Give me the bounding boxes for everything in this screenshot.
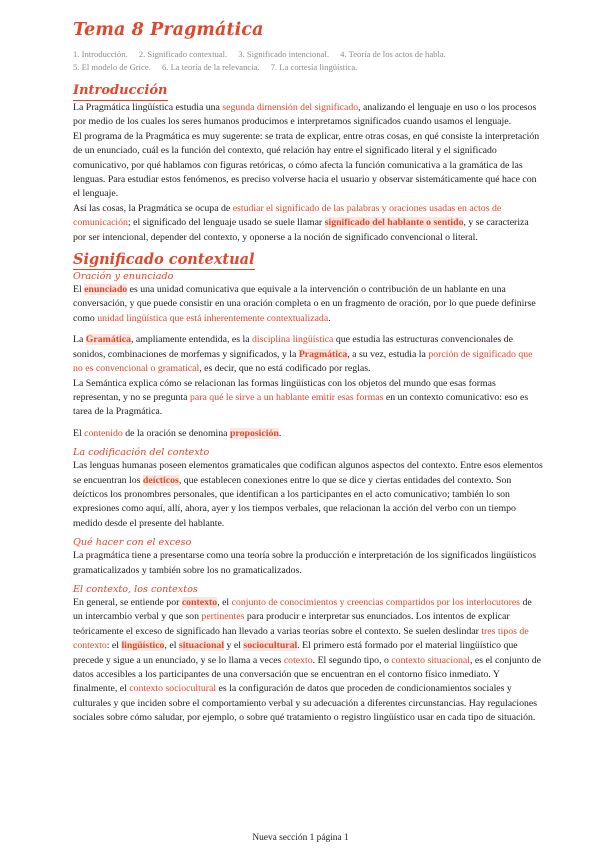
highlight-proposicion: proposición [229,427,279,439]
highlight-deicticos: deícticos [142,474,179,486]
paragraph-semantica: La Semántica explica cómo se relacionan las formas lingüísticas con los objetos del mundo que esas formas representan, y no se pregunta para qué le sirve a un hablante emitir esas formas en un contexto comunicativo: eso es tarea de la Pragmática. [73,377,529,418]
highlight-enunciado: enunciado [84,284,128,296]
intro-paragraph-2: El programa de la Pragmática es muy sugerente: se trata de explicar, entre otras cosas, en qué consiste la interpretación de un enunciado, cuál es la función del contexto, qué relación hay entre el significado literal y el significado comunicativo, por qué hablamos con figuras retóricas, o cómo afecta la función comunicativa a la gramática de las lenguas. Para estudiar estos fenómenos, es preciso volverse hacia el usuario y observar sistemáticamente qué hace con el lenguaje. [73,130,540,200]
highlight-contexto: contexto [181,596,218,608]
link-tres-tipos: tres tipos de contexto [73,625,529,652]
subheading-exceso: Qué hacer con el exceso [73,537,192,549]
link-unidad-linguistica: unidad lingüística que está inherentemente contextualizada [97,312,329,324]
page-content [73,18,543,726]
toc-item[interactable]: 3. Significado intencional. [238,49,329,59]
subheading-codificacion: La codificación del contexto [73,447,210,459]
link-para-que: para qué le sirve a un hablante emitir esas formas [189,391,384,403]
paragraph-enunciado: El enunciado es una unidad comunicativa que equivale a la intervención o contribución de un hablante en una conversación, y que puede consistir en una oración completa o en un fragmento de oración, por lo que puede definirse como unidad lingüística que está inherentemente contextualizada. [73,284,536,324]
link-contenido: contenido [84,427,123,439]
link-conjunto-conocimientos: conjunto de conocimientos y creencias compartidos por los interlocutores [231,596,520,608]
link-cotexto: cotexto [283,654,313,666]
paragraph-contextos: En general, se entiende por contexto, el conjunto de conocimientos y creencias compartidos por los interlocutores de un intercambio verbal y que son pertinentes para producir e interpretar sus enunciados. Los intentos de explicar teóricamente el exceso de significado han llevado a varias teorías sobre el contexto. Se suelen deslindar tres tipos de contexto: el lingüístico, el situacional y el sociocultural. El primero está formado por el material lingüístico que precede y sigue a un enunciado, y se lo llama a veces cotexto. El segundo tipo, o contexto situacional, es el conjunto de datos accesibles a los participantes de una conversación que se encuentran en el contorno físico inmediato. Y finalmente, el contexto sociocultural es la configuración de datos que proceden de condicionamientos sociales y culturales y que inciden sobre el comportamiento verbal y su adecuación a diferentes circunstancias. Hay regulaciones sociales sobre cómo saludar, por ejemplo, o sobre qué tratamiento o registro lingüístico usar en cada tipo de situación. [73,596,541,724]
link-contexto-situacional: contexto situacional [391,654,470,666]
link-disciplina: disciplina lingüística [252,334,334,346]
highlight-gramatica: Gramática [85,334,131,346]
highlight-significado-hablante: significado del hablante o sentido [324,217,464,229]
highlight-sociocultural: sociocultural [243,640,298,652]
link-contexto-sociocultural: contexto sociocultural [129,683,217,695]
toc-item[interactable]: 1. Introducción. [73,49,128,59]
subheading-contextos: El contexto, los contextos [73,583,198,595]
subheading-oracion-enunciado: Oración y enunciado [73,271,174,283]
highlight-pragmatica: Pragmática [298,348,348,360]
paragraph-exceso: La pragmática tiene a presentarse como una teoría sobre la producción e interpretación de los significados lingüísticos gramaticalizados y también sobre los no gramaticalizados. [73,550,537,576]
toc-item[interactable]: 6. La teoría de la relevancia. [161,62,260,72]
paragraph-gramatica: La Gramática, ampliamente entendida, es la disciplina lingüística que estudia las estructuras convencionales de sonidos, combinaciones de morfemas y significados, y la Pragmática, a su vez, estudia la porción de significado que no es convencional o gramatical, es decir, que no está codificado por reglas. [73,334,533,375]
page-title: Tema 8 Pragmática [73,20,264,40]
link-porcion-significado: porción de significado que no es convencional o gramatical [73,348,533,375]
paragraph-deicticos: Las lenguas humanas poseen elementos gramaticales que codifican algunos aspectos del contexto. Entre esos elementos se encuentran los deícticos, que establecen conexiones entre lo que se dice y ciertas entidades del contexto. Son deícticos los pronombres personales, que identifican a los participantes en el acto comunicativo; también lo son expresiones como aquí, allí, ahora, ayer y los tiempos verbales, que relacionan la acción del verbo con un tiempo medido desde el presente del hablante. [73,460,543,529]
highlight-linguistico: lingüístico [121,640,165,652]
section-heading-significado-contextual: Significado contextual [73,251,255,269]
section-heading-introduccion: Introducción [73,82,168,101]
link-estudiar-significado: estudiar el significado de las palabras y oraciones usadas en actos de comunicación [73,202,502,229]
table-of-contents [73,48,543,74]
link-pertinentes: pertinentes [201,611,245,623]
toc-item[interactable]: 4. Teoría de los actos de habla. [340,49,446,59]
toc-item[interactable]: 5. El modelo de Grice. [73,62,151,72]
toc-item[interactable]: 7. La cortesía lingüística. [270,62,358,72]
paragraph-proposicion: El contenido de la oración se denomina proposición. [73,427,282,439]
intro-paragraph-3: Así las cosas, la Pragmática se ocupa de estudiar el significado de las palabras y oraciones usadas en actos de comunicación; el significado del lenguaje usado se suele llamar significado del hablante o sentido, y se caracteriza por ser intencional, depender del contexto, y oponerse a la noción de significado convencional o literal. [73,202,529,243]
link-segunda-dimension: segunda dimensión del significado [222,102,359,113]
page-footer: Nueva sección 1 página 1 [252,833,349,843]
toc-item[interactable]: 2. Significado contextual. [138,49,228,59]
highlight-situacional: situacional [178,640,225,652]
intro-paragraph-1: La Pragmática lingüística estudia una segunda dimensión del significado, analizando el lenguaje en uso o los procesos por medio de los cuales los seres humanos producimos e interpretamos significados cuando usamos el lenguaje. [73,102,537,128]
